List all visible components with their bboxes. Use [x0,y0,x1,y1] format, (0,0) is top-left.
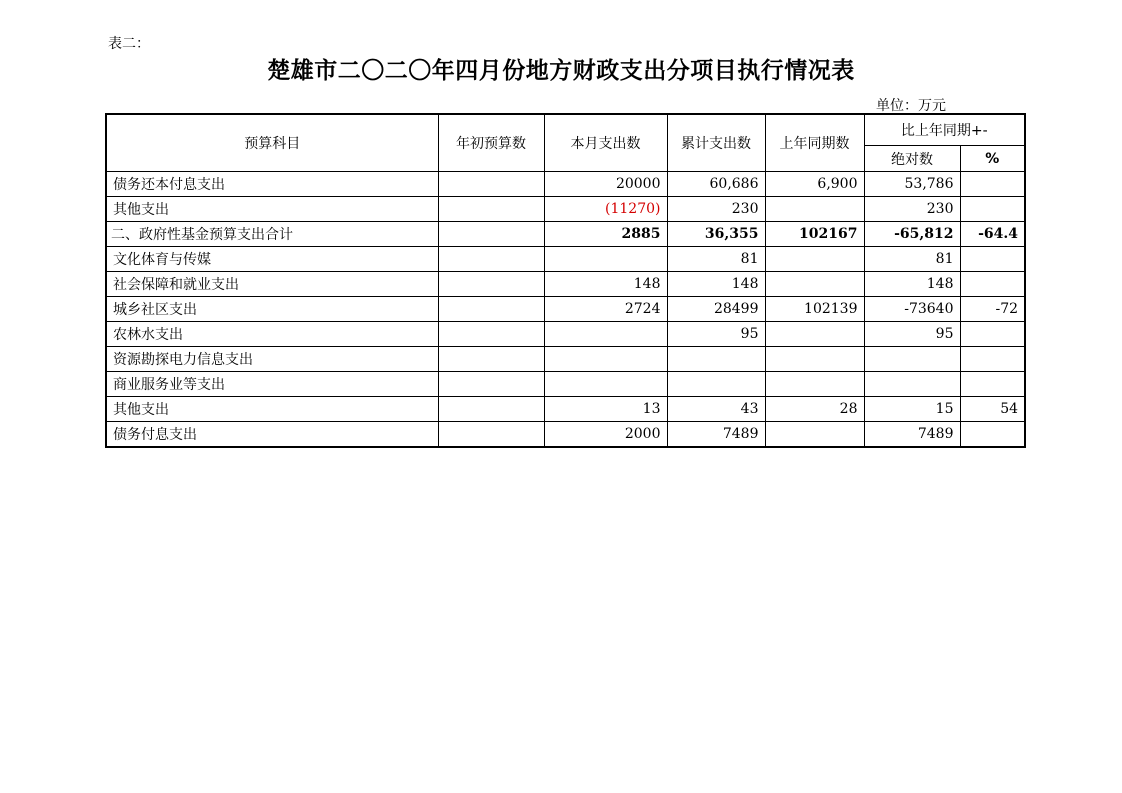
row-last-year [765,347,864,372]
row-subject: 二、政府性基金预算支出合计 [106,222,438,247]
row-cumulative-expense: 43 [667,397,765,422]
row-cumulative-expense: 230 [667,197,765,222]
row-cumulative-expense: 148 [667,272,765,297]
header-subject: 预算科目 [106,114,438,172]
unit-label: 单位：万元 [876,98,946,114]
row-last-year [765,422,864,448]
header-month-expense: 本月支出数 [544,114,667,172]
row-cumulative-expense [667,372,765,397]
row-subject: 其他支出 [106,397,438,422]
row-cumulative-expense: 81 [667,247,765,272]
table-row [106,272,1025,297]
row-month-expense: 2724 [544,297,667,322]
row-percent [960,272,1025,297]
row-cumulative-expense: 36,355 [667,222,765,247]
table-row [106,172,1025,197]
row-absolute: 7489 [864,422,960,448]
row-subject: 农林水支出 [106,322,438,347]
row-absolute: 53,786 [864,172,960,197]
row-month-expense: 148 [544,272,667,297]
table-number-label: 表二： [108,36,150,52]
row-month-expense: 2885 [544,222,667,247]
row-initial-budget [438,372,544,397]
row-subject: 社会保障和就业支出 [106,272,438,297]
table-row [106,322,1025,347]
page-title: 楚雄市二〇二〇年四月份地方财政支出分项目执行情况表 [267,58,855,84]
row-subject: 债务还本付息支出 [106,172,438,197]
row-last-year: 28 [765,397,864,422]
table-row-total [106,222,1025,247]
row-cumulative-expense: 28499 [667,297,765,322]
row-last-year: 102167 [765,222,864,247]
row-initial-budget [438,222,544,247]
row-last-year [765,272,864,297]
table-row [106,297,1025,322]
row-percent: -64.4 [960,222,1025,247]
row-last-year [765,197,864,222]
header-cumulative-expense: 累计支出数 [667,114,765,172]
row-month-expense: 13 [544,397,667,422]
row-absolute: -73640 [864,297,960,322]
row-last-year [765,322,864,347]
row-percent [960,322,1025,347]
row-last-year [765,372,864,397]
row-absolute: 15 [864,397,960,422]
row-percent [960,422,1025,448]
expenditure-table [105,113,1026,448]
table-row [106,372,1025,397]
row-initial-budget [438,322,544,347]
header-percent: % [960,146,1025,172]
row-percent [960,172,1025,197]
row-month-expense: (11270) [544,197,667,222]
row-subject: 资源勘探电力信息支出 [106,347,438,372]
header-absolute: 绝对数 [864,146,960,172]
row-initial-budget [438,272,544,297]
row-initial-budget [438,247,544,272]
row-cumulative-expense: 95 [667,322,765,347]
row-month-expense [544,247,667,272]
row-percent [960,347,1025,372]
row-initial-budget [438,197,544,222]
row-initial-budget [438,422,544,448]
row-subject: 城乡社区支出 [106,297,438,322]
header-compare-group: 比上年同期+- [864,114,1025,146]
row-subject: 商业服务业等支出 [106,372,438,397]
row-percent [960,372,1025,397]
row-initial-budget [438,172,544,197]
row-absolute: 230 [864,197,960,222]
row-absolute: 95 [864,322,960,347]
row-percent: 54 [960,397,1025,422]
row-subject: 文化体育与传媒 [106,247,438,272]
table-row [106,197,1025,222]
row-cumulative-expense: 7489 [667,422,765,448]
row-month-expense [544,322,667,347]
header-initial-budget: 年初预算数 [438,114,544,172]
row-percent [960,197,1025,222]
row-initial-budget [438,347,544,372]
row-month-expense: 20000 [544,172,667,197]
header-last-year-same-period: 上年同期数 [765,114,864,172]
table-row [106,347,1025,372]
table-row [106,397,1025,422]
row-last-year: 102139 [765,297,864,322]
row-month-expense [544,347,667,372]
row-absolute: 81 [864,247,960,272]
row-absolute [864,372,960,397]
row-last-year: 6,900 [765,172,864,197]
row-percent: -72 [960,297,1025,322]
table-row [106,422,1025,448]
row-cumulative-expense [667,347,765,372]
row-month-expense: 2000 [544,422,667,448]
row-absolute [864,347,960,372]
row-initial-budget [438,397,544,422]
row-last-year [765,247,864,272]
row-cumulative-expense: 60,686 [667,172,765,197]
row-subject: 其他支出 [106,197,438,222]
row-month-expense [544,372,667,397]
row-absolute: -65,812 [864,222,960,247]
row-initial-budget [438,297,544,322]
row-subject: 债务付息支出 [106,422,438,448]
row-percent [960,247,1025,272]
table-row [106,247,1025,272]
row-absolute: 148 [864,272,960,297]
